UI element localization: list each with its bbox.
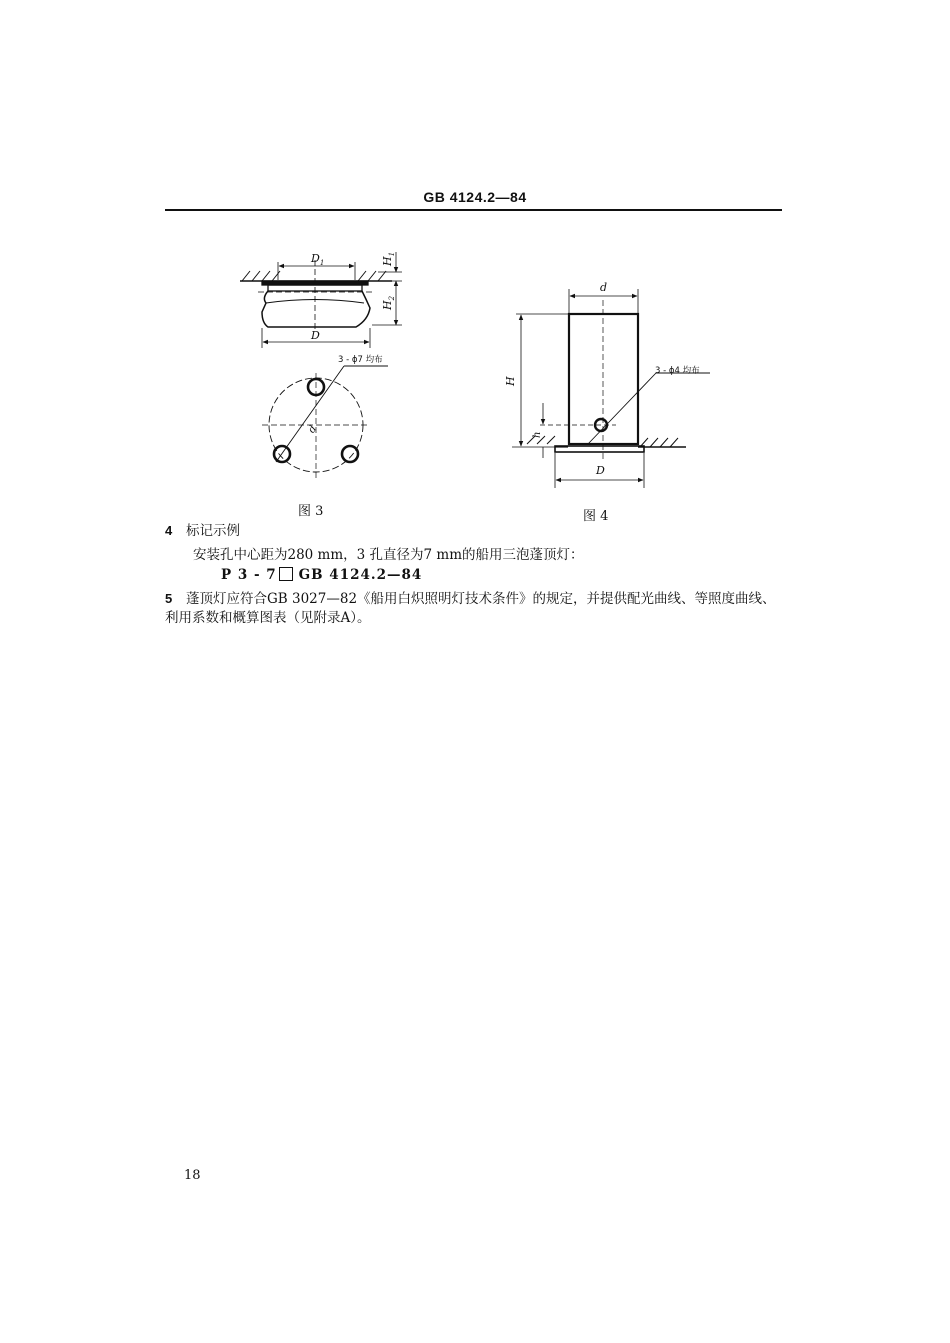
fig4-base-plate — [555, 446, 644, 452]
fig3-d-label: D — [311, 329, 320, 342]
fig3-hole-right — [342, 446, 358, 462]
technical-figures — [0, 0, 950, 560]
fig4-leader-line — [588, 373, 656, 444]
section4-title: 标记示例 — [186, 523, 240, 539]
section4-description: 安装孔中心距为280 mm，3 孔直径为7 mm的船用三泡蓬顶灯： — [193, 547, 584, 563]
fig4-small-h-label: h — [532, 431, 543, 438]
marking-blank-box — [279, 567, 293, 581]
fig3-h1-label: $H_1$ — [381, 251, 396, 266]
section4-number: 4 — [165, 523, 173, 538]
figure3-elevation-labels — [310, 252, 396, 342]
fig3-h2-label: $H_2$ — [381, 295, 396, 310]
section5-line1: 蓬顶灯应符合GB 3027—82《船用白炽照明灯技术条件》的规定，并提供配光曲线、等照度曲线、 — [186, 591, 776, 607]
page-number: 18 — [184, 1168, 201, 1183]
figure4-caption: 图 4 — [583, 509, 609, 524]
fig4-lamp-body — [569, 314, 638, 444]
section5-number: 5 — [165, 591, 173, 606]
fig3-holes-note: 3 - ϕ7 均布 — [338, 355, 383, 365]
standard-header-title: GB 4124.2—84 — [423, 189, 527, 205]
fig3-lamp-body — [262, 291, 370, 327]
figure3-caption: 图 3 — [298, 504, 324, 519]
fig4-holes-note: 3 - ϕ4 均布 — [655, 366, 700, 376]
fig3-d1-label: $D_1$ — [311, 252, 325, 267]
fig4-d-label: d — [600, 281, 608, 294]
marking-example — [221, 566, 422, 584]
marking-code-prefix: P 3 - 7 — [221, 567, 277, 583]
section5-line2: 利用系数和概算图表（见附录A）。 — [165, 610, 371, 626]
marking-standard-code: GB 4124.2—84 — [298, 567, 423, 583]
figure4-drawing — [512, 289, 710, 488]
fig4-h-label: H — [504, 376, 517, 386]
fig3-pitch-diameter-label: d — [306, 423, 320, 436]
fig4-base-d-label: D — [596, 464, 605, 477]
fig3-ceiling-hatch — [242, 271, 386, 281]
figure3-plan — [262, 366, 388, 480]
